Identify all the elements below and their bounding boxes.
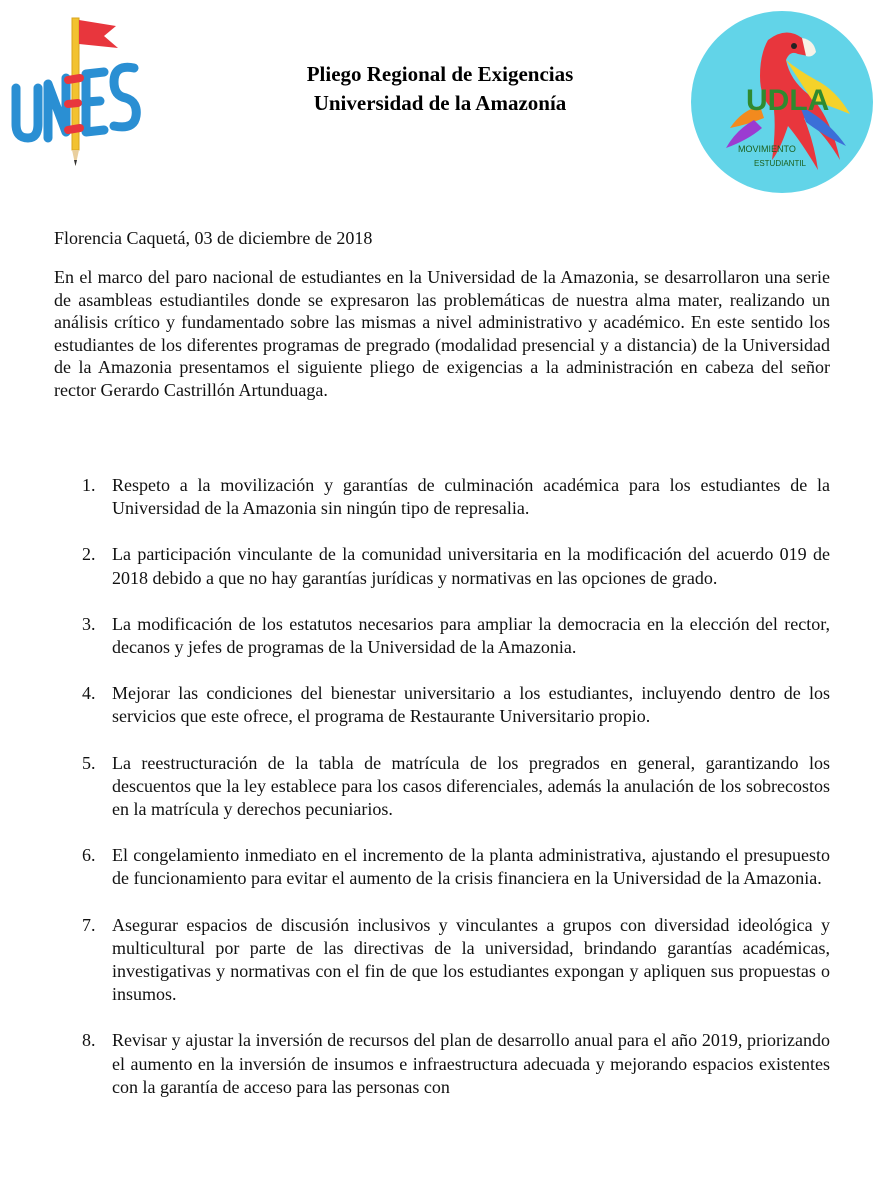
unees-logo-graphic [6,14,146,174]
unees-logo [6,14,146,174]
document-title [220,60,660,118]
item-text: La reestructuración de la tabla de matrícula de los pregrados en general, garantizando los descuentos que la ley establece para los casos diferenciales, además la anulación de los sobrecostos en la matrícula y derechos pecuniarios. [112,752,830,820]
date-line: Florencia Caquetá, 03 de diciembre de 2018 [54,228,373,248]
item-text: Respeto a la movilización y garantías de culminación académica para los estudiantes de la Universidad de la Amazonia sin ningún tipo de represalia. [112,475,830,519]
item-number: 2. [82,544,96,565]
title-line-1: Pliego Regional de Exigencias [306,62,574,86]
item-number: 4. [82,683,96,704]
item-number: 7. [82,914,96,935]
item-text: Mejorar las condiciones del bienestar universitario a los estudiantes, incluyendo dentro de los servicios que este ofrece, el programa de Restaurante Universitario propio. [112,683,830,727]
item-number: 3. [82,613,96,634]
intro-paragraph: En el marco del paro nacional de estudiantes en la Universidad de la Amazonia, se desarrollaron una serie de asambleas estudiantiles donde se expresaron las problemáticas de nuestra alma mater, realizando un análisis crítico y fundamentado sobre las mismas a nivel administrativo y académico. En este sentido los estudiantes de los diferentes programas de pregrado (modalidad presencial y a distancia) de la Universidad de la Amazonia presentamos el siguiente pliego de exigencias a la administración en cabeza del señor rector Gerardo Castrillón Artunduaga. [54,267,830,400]
item-text: Revisar y ajustar la inversión de recursos del plan de desarrollo anual para el año 2019, priorizando el aumento en la inversión de insumos e infraestructura adecuada y mejorando espacios existentes con la garantía de acceso para las personas con [112,1030,830,1097]
item-text: El congelamiento inmediato en el incremento de la planta administrativa, ajustando el presupuesto de funcionamiento para evitar el aumento de la crisis financiera en la Universidad de la Amazonia. [112,845,830,889]
item-number: 8. [82,1030,96,1051]
item-text: La modificación de los estatutos necesarios para ampliar la democracia en la elección del rector, decanos y jefes de programas de la Universidad de la Amazonia. [112,613,830,658]
item-number: 1. [82,475,96,495]
list-item [54,844,830,890]
demands-list [54,474,830,1122]
list-item [54,1029,830,1099]
item-number: 6. [82,845,96,866]
list-item [54,682,830,728]
list-item [54,474,830,520]
list-item [54,543,830,589]
item-text: La participación vinculante de la comunidad universitaria en la modificación del acuerdo 019 de 2018 debido a que no hay garantías jurídicas y normativas en las opciones de grado. [112,544,830,588]
udla-logo-subtitle-1: MOVIMIENTO [738,144,796,154]
udla-logo-subtitle-2: ESTUDIANTIL [754,159,807,168]
title-line-2: Universidad de la Amazonía [313,91,567,115]
udla-logo-text: UDLA [746,84,830,117]
udla-logo [690,10,875,195]
list-item [54,914,830,1007]
udla-logo-graphic [690,10,875,195]
item-number: 5. [82,752,96,773]
item-text: Asegurar espacios de discusión inclusivos y vinculantes a grupos con diversidad ideológica y multicultural por parte de las directivas de la universidad, brindando garantías académicas, investigativas y normativas con el fin de que los estudiantes expongan y apliquen sus propuestas o insumos. [112,914,830,1005]
list-item [54,752,830,822]
list-item [54,613,830,659]
